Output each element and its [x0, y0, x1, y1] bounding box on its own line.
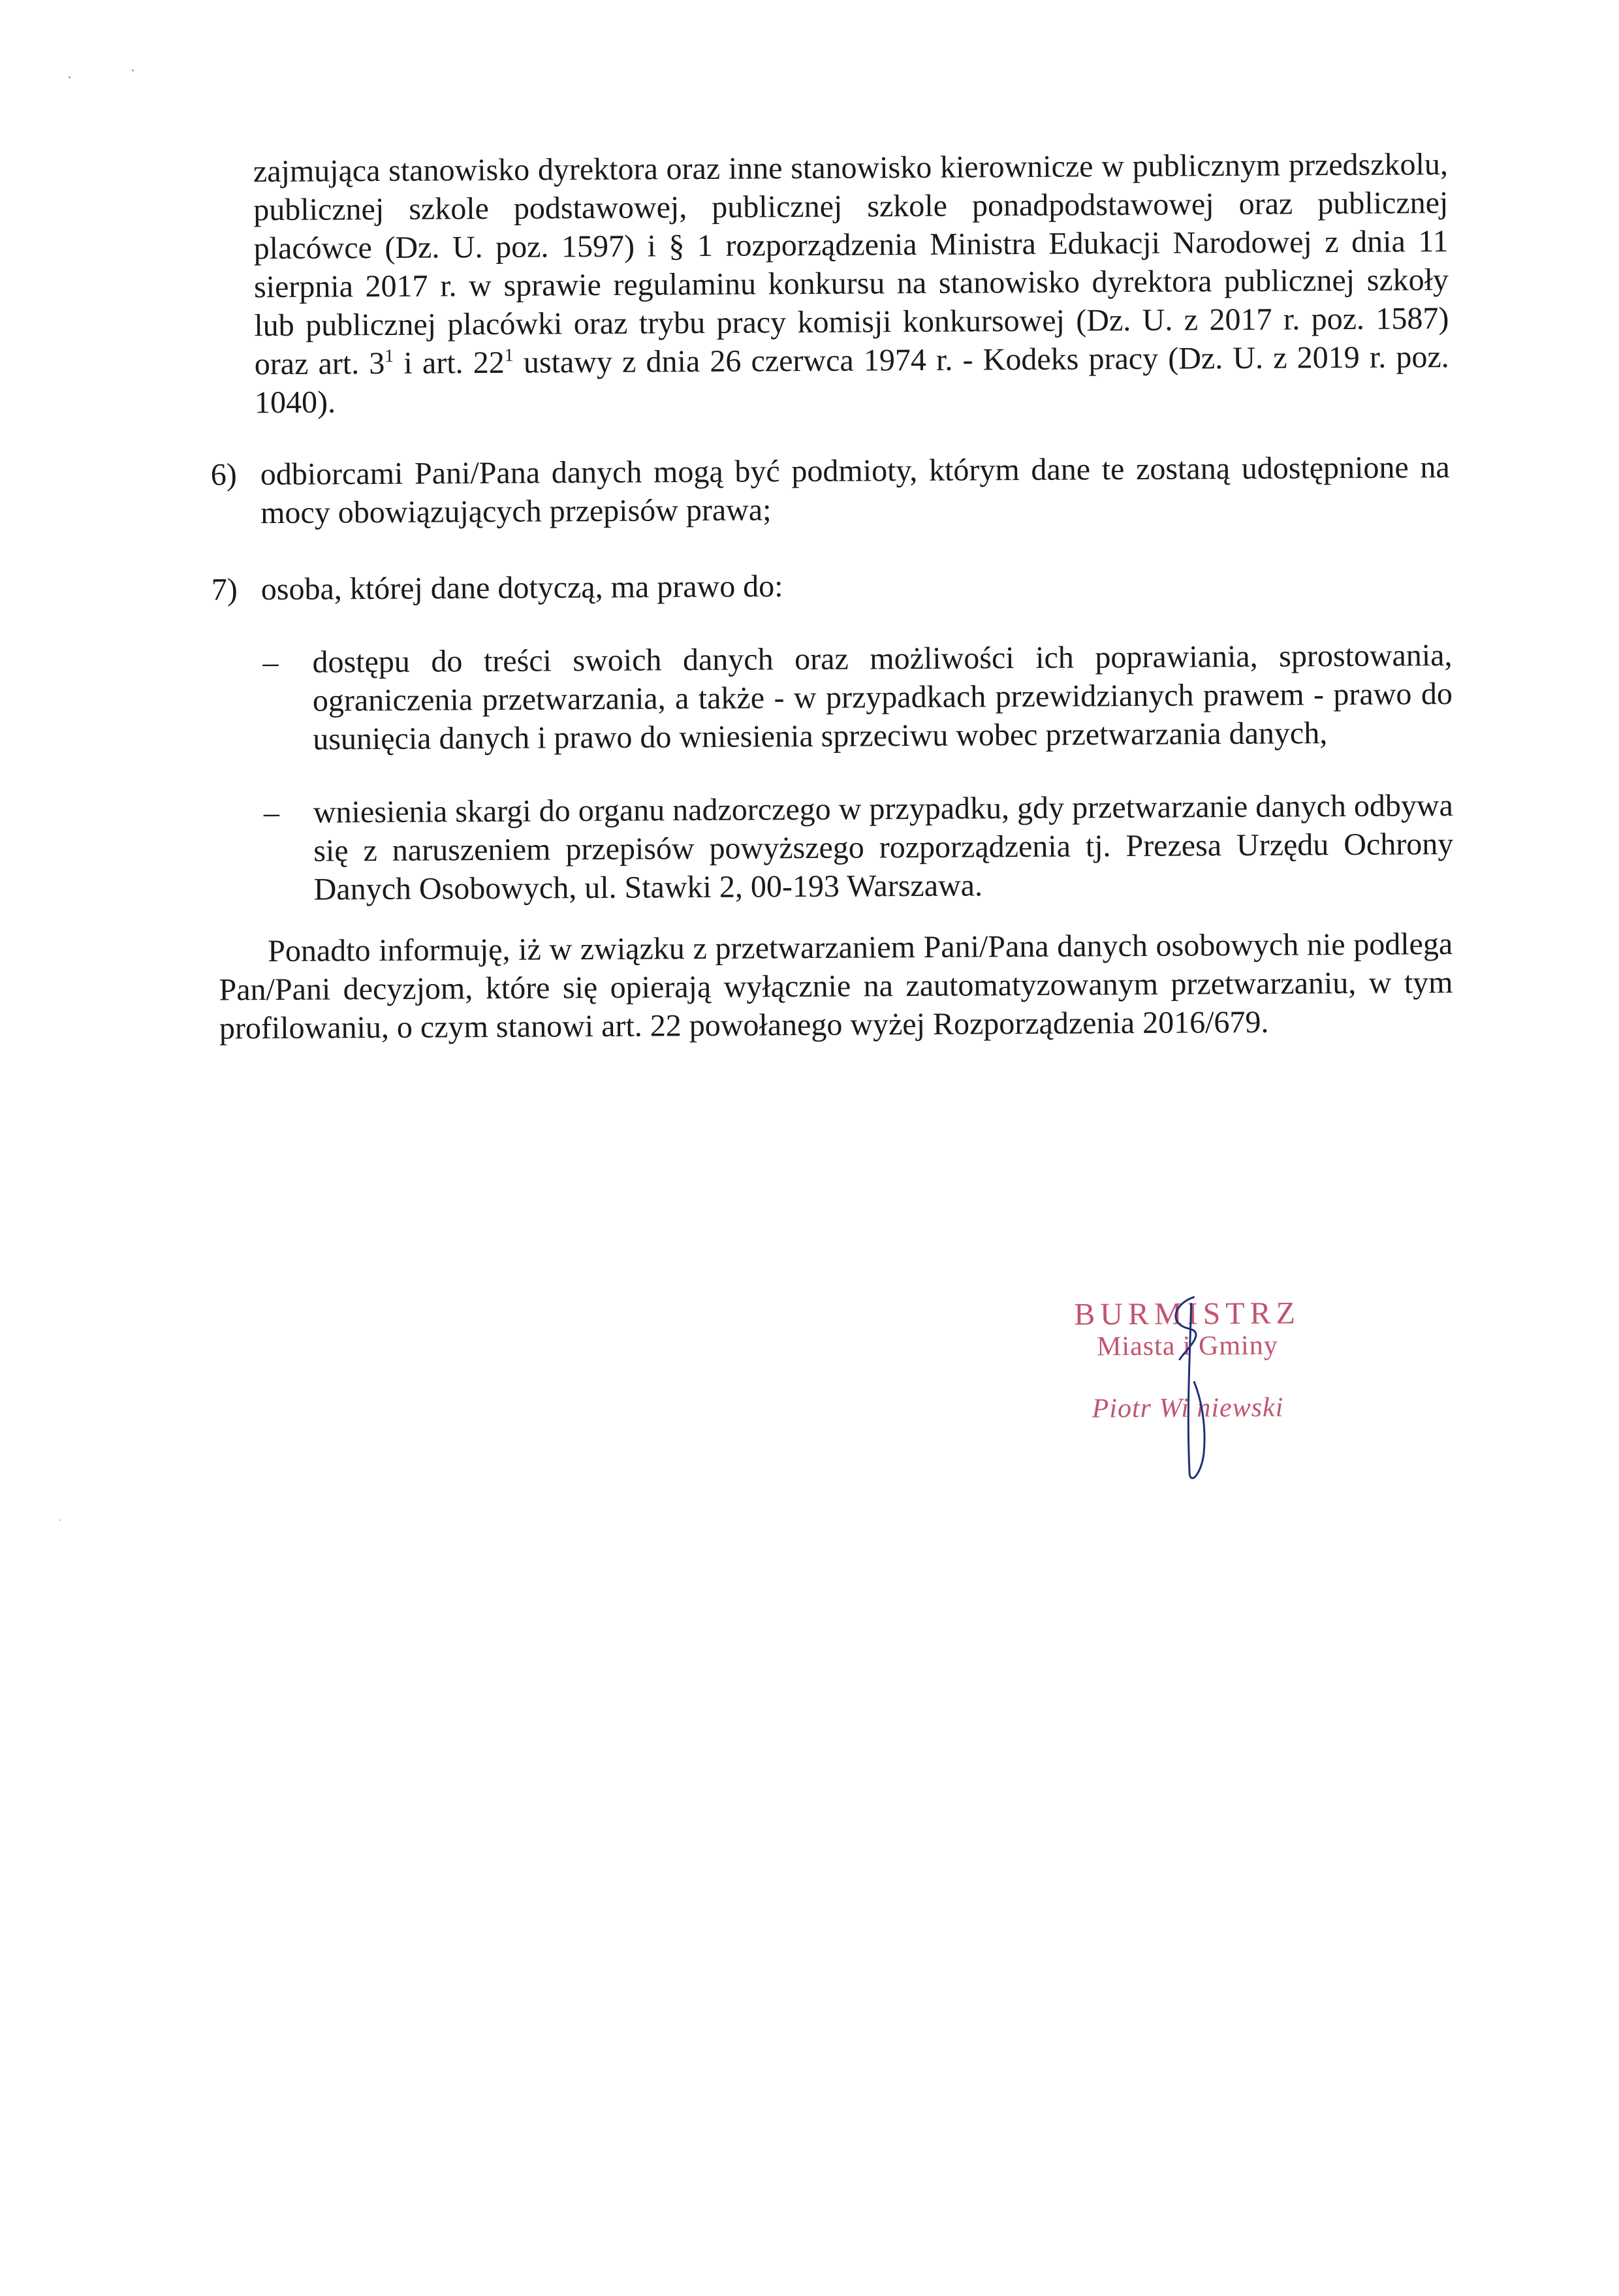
- stamp-subtitle: Miasta i Gminy: [1096, 1330, 1278, 1362]
- list-text: osoba, której dane dotyczą, ma prawo do:: [260, 569, 783, 607]
- dash-bullet: –: [263, 795, 280, 831]
- dash-bullet: –: [262, 645, 279, 680]
- right-text: dostępu do treści swoich danych oraz możliwości ich poprawiania, sprostowania, ograniczenia przetwarzania, a także - w przypadkach przewidzianych prawem - prawo do usunięcia danych i prawo do wniesienia sprzeciwu wobec przetwarzania danych,: [312, 637, 1453, 757]
- list-number: 6): [210, 457, 237, 492]
- stamp-title: BURMISTRZ: [1074, 1296, 1301, 1332]
- list-text: odbiorcami Pani/Pana danych mogą być podmioty, którym dane te zostaną udostępnione na mocy obowiązujących przepisów prawa;: [260, 450, 1450, 531]
- list-item-6: [210, 448, 1451, 531]
- scan-speck: [59, 1520, 61, 1521]
- continued-paragraph: zajmująca stanowisko dyrektora oraz inne stanowisko kierownicze w publicznym przedszkolu, publicznej szkole podstawowej, publicznej szkole ponadpodstawowej oraz publicznej placówce (Dz. U. poz. 1597) i § 1 rozporządzenia Ministra Edukacji Narodowej z dnia 11 sierpnia 2017 r. w sprawie regulaminu konkursu na stanowisko dyrektora publicznej szkoły lub publicznej placówki oraz trybu pracy komisji konkursowej (Dz. U. z 2017 r. poz. 1587) oraz art. $3^1$ i art. $22^1$ ustawy z dnia 26 czerwca 1974 r. - Kodeks pracy (Dz. U. z 2019 r. poz. 1040).: [253, 147, 1449, 421]
- scan-speck: [132, 69, 134, 71]
- stamp-name: Piotr Wi niewski: [1092, 1392, 1284, 1424]
- closing-paragraph: Ponadto informuję, iż w związku z przetwarzaniem Pani/Pana danych osobowych nie podlega Pan/Pani decyzjom, które się opierają wyłącznie na zautomatyzowanym przetwarzaniu, w tym profilowaniu, o czym stanowi art. 22 powołanego wyżej Rozporządzenia 2016/679.: [219, 926, 1453, 1046]
- right-item-complaint: [263, 786, 1454, 907]
- list-number: 7): [211, 572, 238, 607]
- right-text: wniesienia skargi do organu nadzorczego w przypadku, gdy przetwarzanie danych odbywa się z naruszeniem przepisów powyższego rozporządzenia tj. Prezesa Urzędu Ochrony Danych Osobowych, ul. Stawki 2, 00-193 Warszawa.: [313, 788, 1454, 907]
- handwritten-signature: [1148, 1277, 1240, 1487]
- right-item-access: [262, 636, 1453, 757]
- scan-speck: [69, 76, 71, 78]
- list-item-7: [211, 563, 1452, 607]
